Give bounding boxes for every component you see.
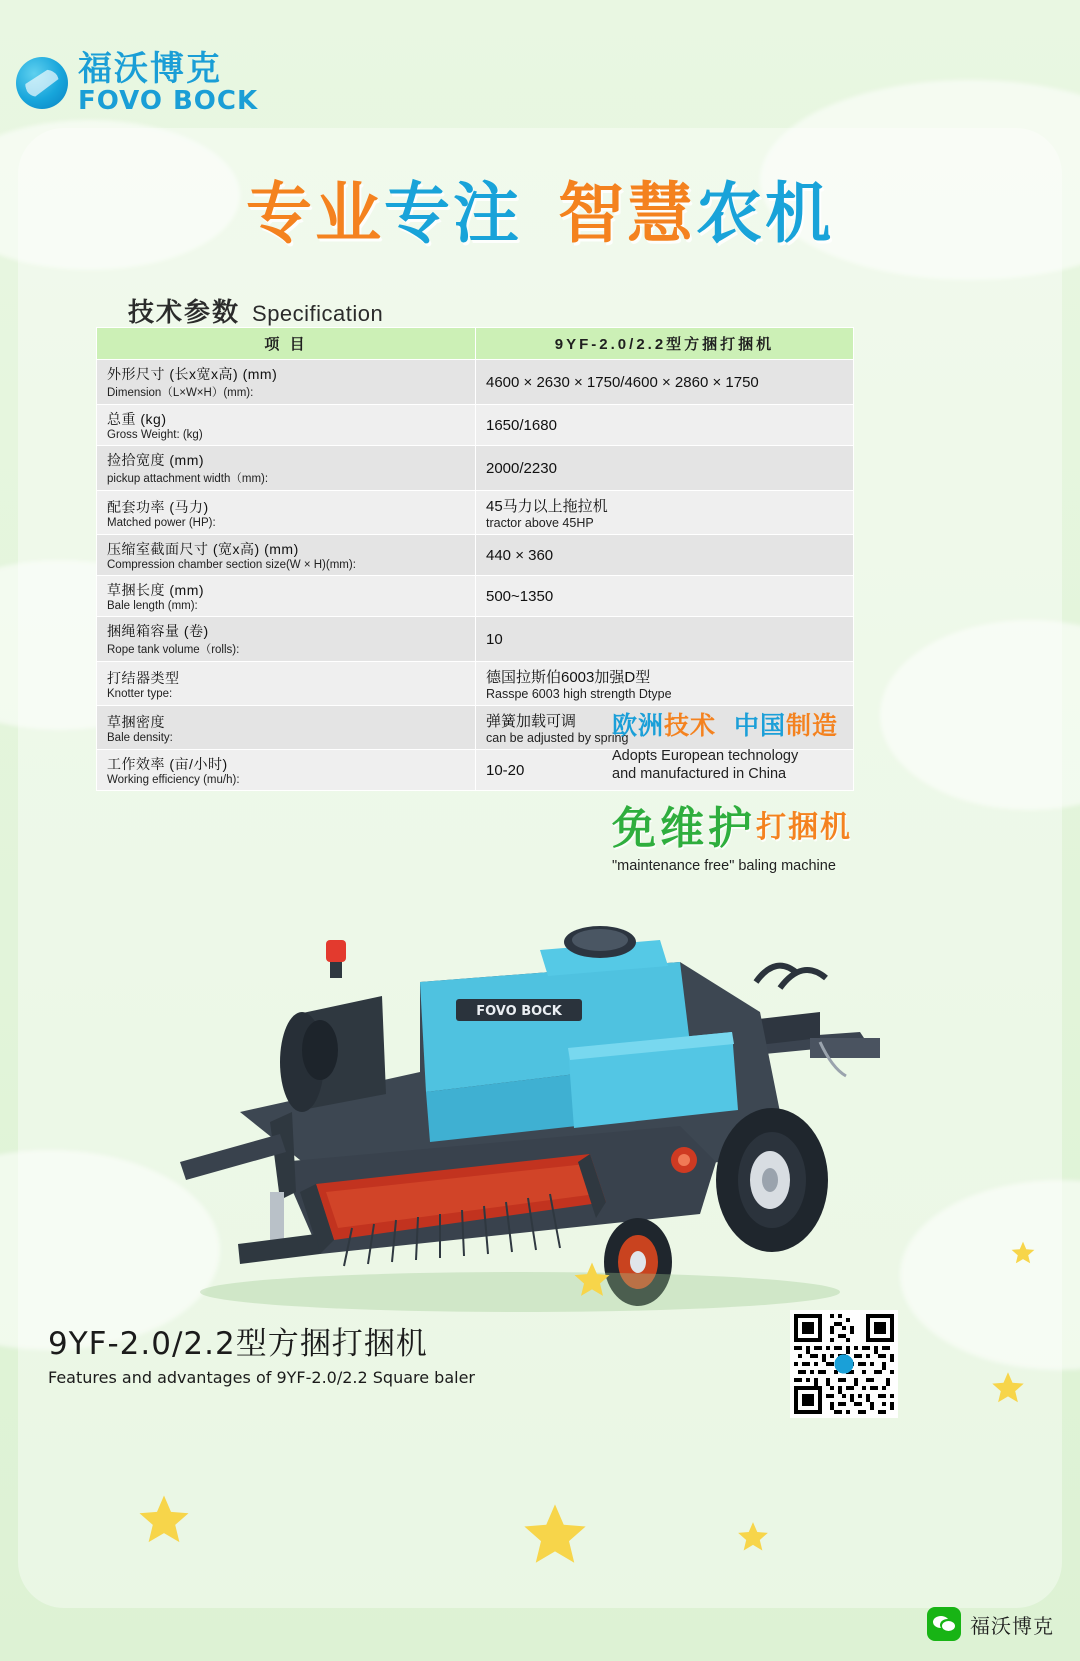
claim1-part-d: 制造 (786, 712, 839, 740)
table-cell-label (97, 662, 476, 706)
value-main: 1650/1680 (486, 416, 557, 434)
star-decoration (736, 1520, 770, 1554)
product-caption-en: Features and advantages of 9YF-2.0/2.2 Square baler (48, 1368, 475, 1387)
label-en: Compression chamber section size(W × H)(mm): (107, 559, 356, 571)
table-header-item: 项 目 (97, 328, 476, 360)
table-cell-label (97, 617, 476, 662)
table-cell-label (97, 360, 476, 405)
spec-title-en: Specification (252, 301, 384, 326)
claim1-en-line1: Adopts European technology (612, 748, 799, 764)
claim1-en (612, 747, 838, 783)
table-cell-value (476, 360, 854, 405)
table-row (97, 446, 854, 491)
label-cn: 捆绳箱容量 (卷) (107, 623, 209, 639)
value-main: 45马力以上拖拉机 (486, 498, 608, 515)
label-cn: 压缩室截面尺寸 (宽x高) (mm) (107, 541, 299, 557)
value-main: 10 (486, 630, 503, 648)
star-decoration (520, 1500, 590, 1570)
value-main: 弹簧加载可调 (486, 713, 577, 730)
label-en: Working efficiency (mu/h): (107, 774, 240, 786)
label-cn: 草捆长度 (mm) (107, 582, 205, 598)
product-caption (48, 1318, 475, 1387)
claim2-cn-tail: 打捆机 (756, 810, 852, 845)
label-cn: 外形尺寸 (长x宽x高) (mm) (107, 366, 278, 382)
table-cell-label (97, 576, 476, 617)
label-cn: 配套功率 (马力) (107, 498, 209, 515)
table-row (97, 535, 854, 576)
claim1-en-line2: and manufactured in China (612, 766, 787, 783)
fovo-bock-logo-icon (16, 57, 68, 109)
value-sub: tractor above 45HP (486, 516, 594, 530)
table-row (97, 491, 854, 535)
label-cn: 捡拾宽度 (mm) (107, 452, 205, 468)
claim2-en: "maintenance free" baling machine (612, 858, 836, 874)
table-cell-value (476, 491, 854, 535)
square-baler-illustration (120, 862, 900, 1322)
value-main: 2000/2230 (486, 459, 557, 477)
product-image (120, 862, 900, 1322)
claim1-part-a: 欧洲 (612, 712, 665, 740)
value-main: 4600 × 2630 × 1750/4600 × 2860 × 1750 (486, 373, 759, 391)
table-row (97, 617, 854, 662)
star-decoration (990, 1370, 1026, 1406)
label-cn: 打结器类型 (107, 669, 180, 686)
star-decoration (1010, 1240, 1036, 1266)
table-row (97, 405, 854, 446)
table-cell-value (476, 405, 854, 446)
label-en: pickup attachment width（mm): (107, 473, 269, 485)
svg-text:FOVO BOCK: FOVO BOCK (476, 1004, 562, 1019)
slogan-part-3: 智慧 (558, 175, 696, 252)
value-main: 440 × 360 (486, 546, 554, 564)
label-cn: 总重 (kg) (107, 411, 167, 427)
table-header-row (97, 328, 854, 360)
star-decoration (136, 1492, 192, 1548)
product-caption-cn: 9YF-2.0/2.2型方捆打捆机 (48, 1326, 428, 1362)
table-row (97, 576, 854, 617)
label-en: Bale density: (107, 731, 173, 744)
qr-code-graphic (790, 1310, 898, 1418)
table-row (97, 662, 854, 706)
table-cell-label (97, 706, 476, 750)
table-cell-value (476, 535, 854, 576)
wechat-account-name: 福沃博克 (970, 1615, 1054, 1638)
table-cell-label (97, 535, 476, 576)
claim-european-technology (612, 706, 838, 783)
table-cell-label (97, 491, 476, 535)
qr-code-icon[interactable] (790, 1310, 898, 1418)
claim1-part-c: 中国 (734, 712, 787, 740)
brand-name-en: FOVO BOCK (78, 85, 259, 116)
value-sub: Rasspe 6003 high strength Dtype (486, 687, 672, 701)
table-cell-label (97, 446, 476, 491)
value-main: 德国拉斯伯6003加强D型 (486, 669, 651, 686)
label-en: Matched power (HP): (107, 516, 216, 529)
value-main: 500~1350 (486, 587, 554, 605)
label-en: Knotter type: (107, 687, 173, 700)
brand-name-cn: 福沃博克 (78, 50, 222, 88)
claim2-cn-main: 免维护 (612, 803, 756, 854)
table-cell-value (476, 446, 854, 491)
label-en: Bale length (mm): (107, 600, 198, 612)
table-row (97, 360, 854, 405)
spec-section-title (128, 292, 383, 329)
claim2-cn (612, 792, 852, 856)
label-en: Rope tank volume（rolls): (107, 644, 240, 656)
table-header-model: 9YF-2.0/2.2型方捆打捆机 (476, 328, 854, 360)
table-cell-value (476, 576, 854, 617)
slogan-part-1: 专业 (246, 175, 384, 252)
slogan-part-2: 专注 (384, 175, 522, 252)
table-cell-label (97, 750, 476, 791)
label-en: Gross Weight: (kg) (107, 429, 203, 441)
spec-title-cn: 技术参数 (128, 297, 241, 327)
footer-wechat[interactable] (927, 1607, 1054, 1641)
table-cell-value (476, 617, 854, 662)
brand-logo-text (78, 52, 258, 115)
label-cn: 工作效率 (亩/小时) (107, 756, 228, 772)
value-sub: can be adjusted by spring (486, 731, 629, 745)
slogan-part-4: 农机 (696, 175, 834, 252)
brand-logo (16, 52, 258, 115)
label-en: Dimension（L×W×H）(mm): (107, 387, 254, 399)
claim1-cn (612, 706, 838, 742)
value-main: 10-20 (486, 761, 525, 779)
star-decoration (572, 1260, 612, 1300)
table-cell-label (97, 405, 476, 446)
main-slogan (0, 160, 1080, 255)
wechat-icon (927, 1607, 961, 1641)
table-cell-value (476, 662, 854, 706)
claim1-part-b: 技术 (664, 712, 717, 740)
label-cn: 草捆密度 (107, 713, 165, 730)
